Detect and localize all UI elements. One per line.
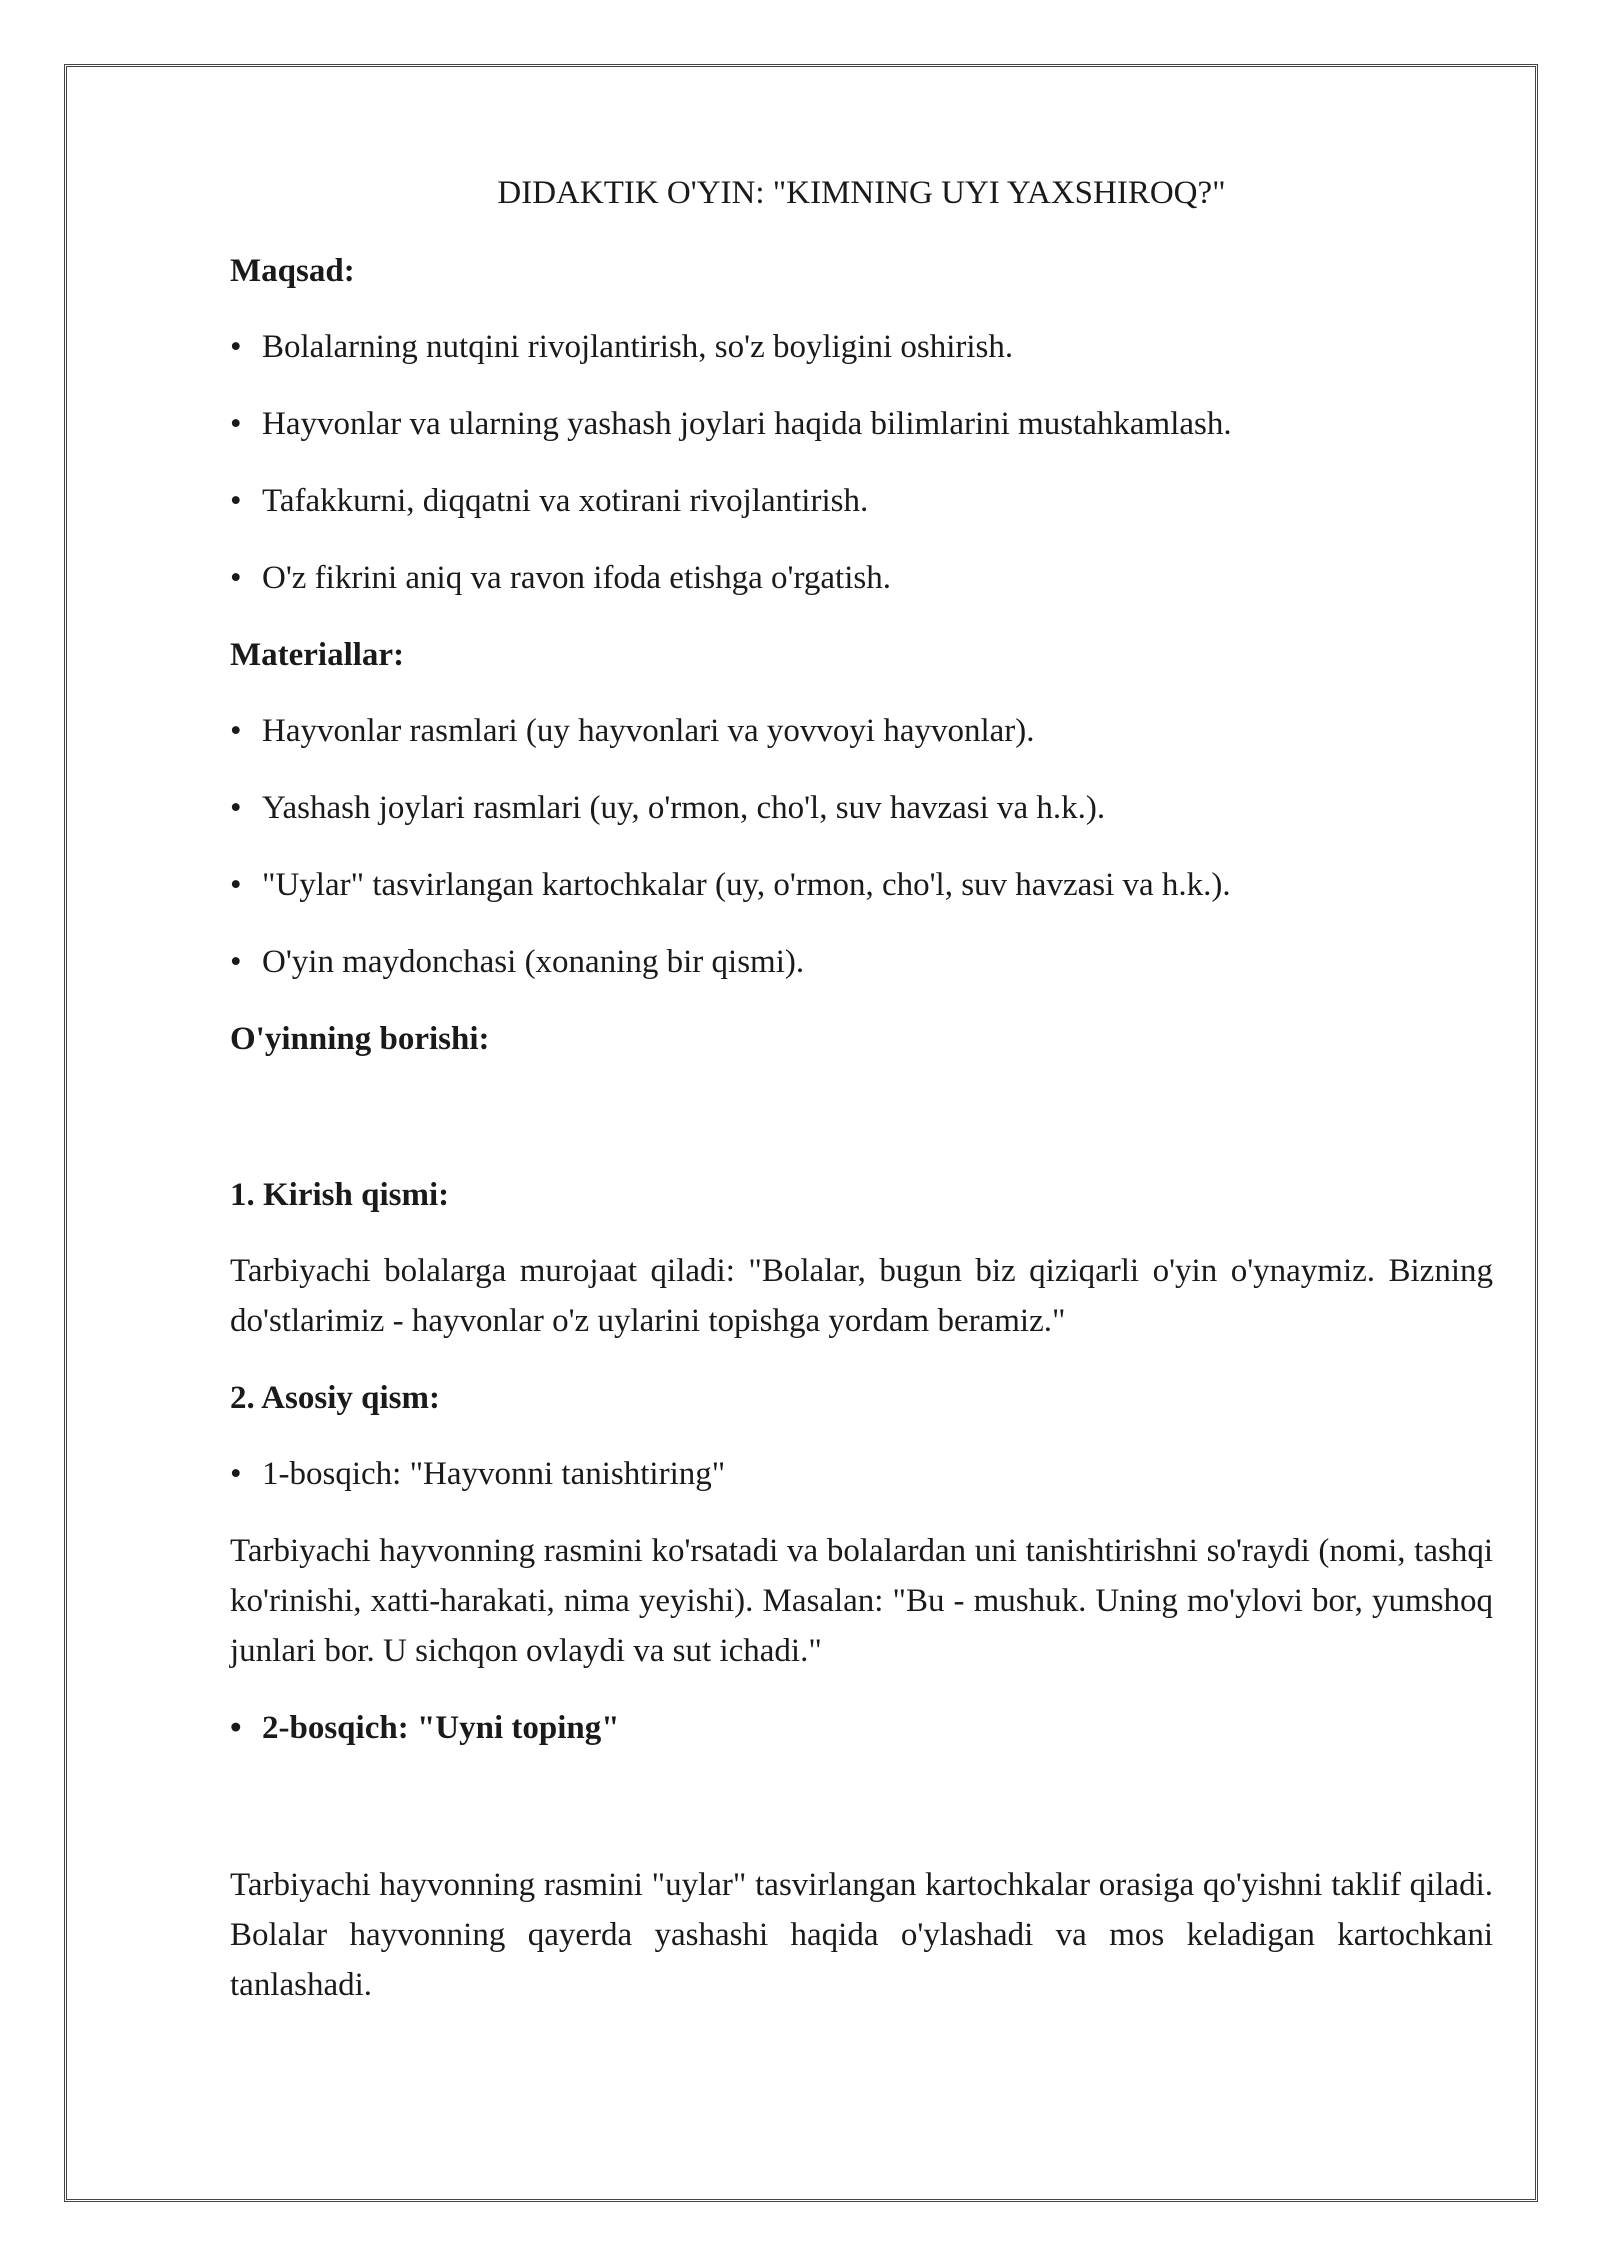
step2-item — [230, 1703, 1493, 1753]
kirish-heading: 1. Kirish qismi: — [230, 1177, 450, 1213]
list-item — [230, 553, 1493, 603]
bullet-icon: • — [230, 329, 242, 365]
list-item-text: Yashash joylari rasmlari (uy, o'rmon, cho'l, suv havzasi va h.k.). — [262, 790, 1106, 826]
document-title: DIDAKTIK O'YIN: "KIMNING UYI YAXSHIROQ?" — [497, 175, 1226, 211]
list-item-text: Hayvonlar va ularning yashash joylari haqida bilimlarini mustahkamlash. — [262, 406, 1232, 442]
bullet-icon: • — [230, 944, 242, 980]
list-item-text: O'yin maydonchasi (xonaning bir qismi). — [262, 944, 805, 980]
bullet-icon: • — [230, 483, 242, 519]
kirish-paragraph: Tarbiyachi bolalarga murojaat qiladi: "Bolalar, bugun biz qiziqarli o'yin o'ynaymiz. Bizning do'stlarimiz - hayvonlar o'z uylarini topishga yordam beramiz." — [230, 1253, 1493, 1339]
bullet-icon: • — [230, 1710, 242, 1746]
step1-label: 1-bosqich: "Hayvonni tanishtiring" — [262, 1456, 726, 1492]
bullet-icon: • — [230, 406, 242, 442]
bullet-icon: • — [230, 867, 242, 903]
list-item — [230, 322, 1493, 372]
bullet-icon: • — [230, 560, 242, 596]
list-item-text: "Uylar" tasvirlangan kartochkalar (uy, o'rmon, cho'l, suv havzasi va h.k.). — [262, 867, 1231, 903]
spacer — [230, 1090, 1493, 1170]
list-item — [230, 476, 1493, 526]
list-item — [230, 783, 1493, 833]
list-item — [230, 937, 1493, 987]
document-body — [230, 168, 1493, 2037]
bullet-icon: • — [230, 1456, 242, 1492]
list-item — [230, 706, 1493, 756]
step1-item — [230, 1449, 1493, 1499]
step1-paragraph: Tarbiyachi hayvonning rasmini ko'rsatadi va bolalardan uni tanishtirishni so'raydi (nomi, tashqi ko'rinishi, xatti-harakati, nima yeyishi). Masalan: "Bu - mushuk. Uning mo'ylovi bor, yumshoq junlari bor. U sichqon ovlaydi va sut ichadi." — [230, 1533, 1493, 1669]
spacer — [230, 1780, 1493, 1860]
list-item-text: O'z fikrini aniq va ravon ifoda etishga o'rgatish. — [262, 560, 891, 596]
list-item-text: Hayvonlar rasmlari (uy hayvonlari va yovvoyi hayvonlar). — [262, 713, 1035, 749]
list-item-text: Tafakkurni, diqqatni va xotirani rivojlantirish. — [262, 483, 869, 519]
materiallar-heading: Materiallar: — [230, 637, 405, 673]
list-item — [230, 399, 1493, 449]
list-item-text: Bolalarning nutqini rivojlantirish, so'z boyligini oshirish. — [262, 329, 1014, 365]
list-item — [230, 860, 1493, 910]
step2-paragraph: Tarbiyachi hayvonning rasmini "uylar" tasvirlangan kartochkalar orasiga qo'yishni taklif qiladi. Bolalar hayvonning qayerda yashashi haqida o'ylashadi va mos keladigan kartochkani tanlashadi. — [230, 1867, 1493, 2003]
bullet-icon: • — [230, 713, 242, 749]
bullet-icon: • — [230, 790, 242, 826]
borishi-heading: O'yinning borishi: — [230, 1021, 490, 1057]
maqsad-heading: Maqsad: — [230, 253, 355, 289]
asosiy-heading: 2. Asosiy qism: — [230, 1380, 440, 1416]
step2-label: 2-bosqich: "Uyni toping" — [262, 1710, 620, 1746]
